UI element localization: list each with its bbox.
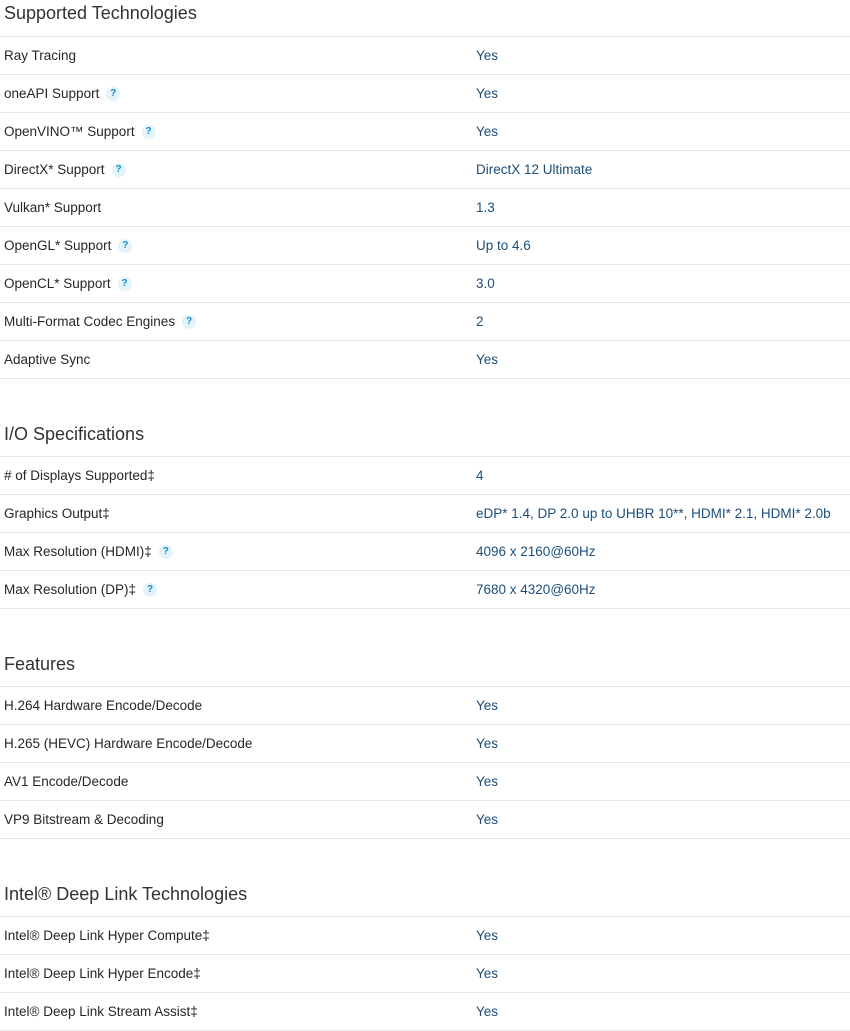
spec-label — [0, 352, 472, 367]
spec-row — [0, 75, 850, 113]
section-supported-technologies — [0, 0, 850, 379]
help-icon[interactable]: ? — [112, 163, 126, 177]
spec-label-text: oneAPI Support — [4, 86, 100, 101]
spec-label — [0, 506, 472, 521]
spec-label — [0, 86, 472, 101]
spec-value: Yes — [476, 124, 499, 139]
spec-value: Yes — [476, 966, 499, 981]
spec-value: DirectX 12 Ultimate — [476, 162, 593, 177]
spec-value: Yes — [476, 812, 499, 827]
spec-label — [0, 1004, 472, 1019]
spec-label-text: Vulkan* Support — [4, 200, 102, 215]
spec-label — [0, 238, 472, 253]
spec-label-text: Multi-Format Codec Engines — [4, 314, 176, 329]
spec-label — [0, 468, 472, 483]
help-icon[interactable]: ? — [143, 583, 157, 597]
spec-label-text: Graphics Output‡ — [4, 506, 110, 521]
spec-label — [0, 774, 472, 789]
spec-label — [0, 812, 472, 827]
spec-value: eDP* 1.4, DP 2.0 up to UHBR 10**, HDMI* 2.1, HDMI* 2.0b — [476, 506, 831, 521]
spec-value: Yes — [476, 698, 499, 713]
spec-row — [0, 227, 850, 265]
spec-value: Yes — [476, 352, 499, 367]
spec-value: 2 — [476, 314, 484, 329]
spec-label-text: Max Resolution (HDMI)‡ — [4, 544, 152, 559]
spec-label-text: OpenVINO™ Support — [4, 124, 135, 139]
spec-rows — [0, 37, 850, 379]
section-title: Features — [0, 651, 850, 687]
spec-label — [0, 582, 472, 597]
spec-label-text: H.264 Hardware Encode/Decode — [4, 698, 203, 713]
spec-value: Yes — [476, 928, 499, 943]
spec-row — [0, 113, 850, 151]
spec-label — [0, 314, 472, 329]
section-title: Supported Technologies — [0, 0, 850, 37]
spec-label — [0, 544, 472, 559]
spec-row — [0, 457, 850, 495]
section-title: Intel® Deep Link Technologies — [0, 881, 850, 917]
spec-label-text: # of Displays Supported‡ — [4, 468, 155, 483]
spec-label-text: OpenGL* Support — [4, 238, 112, 253]
spec-row — [0, 495, 850, 533]
spec-row — [0, 955, 850, 993]
spec-row — [0, 993, 850, 1031]
spec-value: Yes — [476, 1004, 499, 1019]
spec-row — [0, 917, 850, 955]
section-spacer — [0, 379, 850, 421]
help-icon[interactable]: ? — [159, 545, 173, 559]
spec-label — [0, 200, 472, 215]
spec-label — [0, 276, 472, 291]
spec-value: 3.0 — [476, 276, 495, 291]
spec-row — [0, 151, 850, 189]
spec-row — [0, 265, 850, 303]
spec-label — [0, 48, 472, 63]
spec-label-text: Adaptive Sync — [4, 352, 91, 367]
section-spacer — [0, 839, 850, 881]
help-icon[interactable]: ? — [142, 125, 156, 139]
section-features — [0, 651, 850, 839]
spec-row — [0, 687, 850, 725]
section-title: I/O Specifications — [0, 421, 850, 457]
spec-rows — [0, 917, 850, 1031]
spec-value: Up to 4.6 — [476, 238, 531, 253]
spec-value: Yes — [476, 736, 499, 751]
help-icon[interactable]: ? — [182, 315, 196, 329]
spec-row — [0, 801, 850, 839]
spec-row — [0, 763, 850, 801]
spec-rows — [0, 457, 850, 609]
spec-label — [0, 124, 472, 139]
spec-value: 1.3 — [476, 200, 495, 215]
spec-label-text: Intel® Deep Link Hyper Compute‡ — [4, 928, 210, 943]
spec-value: 4096 x 2160@60Hz — [476, 544, 596, 559]
spec-label — [0, 966, 472, 981]
help-icon[interactable]: ? — [118, 277, 132, 291]
spec-value: 4 — [476, 468, 484, 483]
spec-value: Yes — [476, 774, 499, 789]
spec-rows — [0, 687, 850, 839]
help-icon[interactable]: ? — [118, 239, 132, 253]
spec-value: Yes — [476, 48, 499, 63]
spec-label-text: AV1 Encode/Decode — [4, 774, 129, 789]
spec-label-text: Intel® Deep Link Stream Assist‡ — [4, 1004, 198, 1019]
spec-row — [0, 189, 850, 227]
section-io-specifications — [0, 421, 850, 609]
spec-label-text: Intel® Deep Link Hyper Encode‡ — [4, 966, 201, 981]
spec-label-text: VP9 Bitstream & Decoding — [4, 812, 164, 827]
spec-label-text: DirectX* Support — [4, 162, 105, 177]
spec-row — [0, 303, 850, 341]
spec-value: Yes — [476, 86, 499, 101]
spec-label — [0, 162, 472, 177]
spec-row — [0, 725, 850, 763]
section-spacer — [0, 609, 850, 651]
section-deep-link-technologies — [0, 881, 850, 1031]
spec-label — [0, 698, 472, 713]
spec-label-text: H.265 (HEVC) Hardware Encode/Decode — [4, 736, 253, 751]
help-icon[interactable]: ? — [106, 87, 120, 101]
spec-label-text: OpenCL* Support — [4, 276, 111, 291]
spec-label-text: Ray Tracing — [4, 48, 77, 63]
spec-value: 7680 x 4320@60Hz — [476, 582, 596, 597]
spec-row — [0, 37, 850, 75]
spec-row — [0, 341, 850, 379]
spec-label — [0, 928, 472, 943]
spec-label-text: Max Resolution (DP)‡ — [4, 582, 137, 597]
spec-label — [0, 736, 472, 751]
spec-row — [0, 571, 850, 609]
spec-row — [0, 533, 850, 571]
